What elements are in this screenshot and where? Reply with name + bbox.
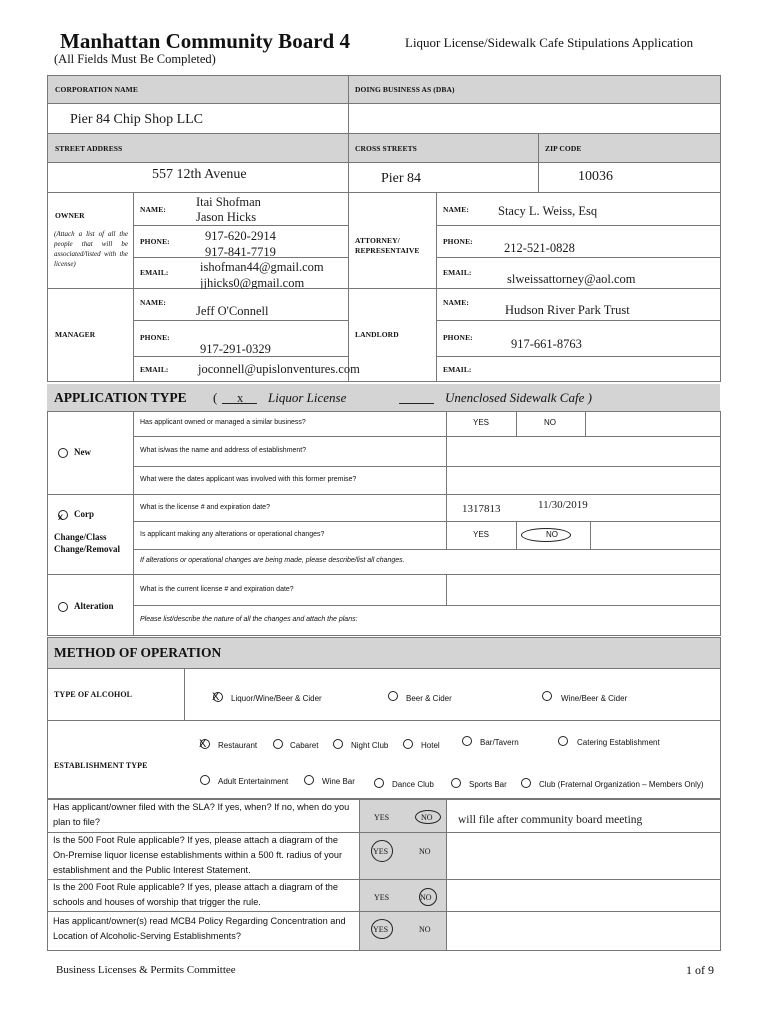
question-current-license: What is the current license # and expiration date?	[140, 586, 294, 593]
landlord-email-label: EMAIL:	[443, 365, 472, 374]
wine-bar-radio[interactable]	[304, 775, 314, 785]
sla-question: Has applicant/owner filed with the SLA? If yes, when? If no, when do you plan to file?	[53, 802, 350, 827]
manager-email-value[interactable]: joconnell@upislonventures.com	[198, 362, 360, 376]
question-name-address: What is/was the name and address of establishment?	[140, 447, 307, 454]
500-foot-no-option[interactable]: NO	[419, 847, 431, 856]
attorney-email-label: EMAIL:	[443, 268, 472, 277]
200-foot-no-option[interactable]: NO	[420, 893, 432, 902]
wine-beer-cider-radio[interactable]	[542, 691, 552, 701]
manager-phone-value[interactable]: 917-291-0329	[200, 342, 271, 356]
question-nature-of-changes: Please list/describe the nature of all the changes and attach the plans:	[140, 616, 358, 623]
attorney-phone-label: PHONE:	[443, 237, 473, 246]
mcb4-yes-option[interactable]: YES	[373, 925, 389, 934]
beer-cider-option[interactable]: Beer & Cider	[406, 694, 452, 703]
liquor-license-label: Liquor License	[268, 390, 347, 405]
adult-entertainment-option[interactable]: Adult Entertainment	[218, 777, 289, 786]
alteration-radio[interactable]	[58, 602, 68, 612]
representative-label: REPRESENTAIVE	[355, 246, 420, 255]
page-number: 1 of 9	[686, 963, 714, 977]
open-paren: (	[213, 390, 218, 405]
owner-email-1[interactable]: ishofman44@gmail.com	[200, 260, 324, 274]
zip-code-label: ZIP CODE	[545, 144, 582, 153]
owned-no-option[interactable]: NO	[544, 418, 556, 427]
owner-note: (Attach a list of all the people that will be associated/listed with the license)	[54, 230, 128, 268]
attorney-name-label: NAME:	[443, 205, 469, 214]
owner-phone-1[interactable]: 917-620-2914	[205, 229, 276, 243]
sports-bar-radio[interactable]	[451, 778, 461, 788]
change-class-label: Change/Class	[54, 532, 107, 542]
restaurant-option[interactable]: Restaurant	[218, 741, 258, 750]
landlord-name-value[interactable]: Hudson River Park Trust	[505, 303, 630, 317]
bar-tavern-option[interactable]: Bar/Tavern	[480, 738, 519, 747]
500-foot-rule-question: Is the 500 Foot Rule applicable? If yes, please attach a diagram of the On-Premise liquor license establishments within a 500 ft. radius of your establishment and the Public Interest Statement.	[53, 835, 343, 875]
catering-option[interactable]: Catering Establishment	[577, 738, 660, 747]
manager-phone-label: PHONE:	[140, 333, 170, 342]
owner-label: OWNER	[55, 211, 85, 220]
owner-name-label: NAME:	[140, 205, 166, 214]
page-title: Manhattan Community Board 4	[60, 29, 350, 53]
wine-bar-option[interactable]: Wine Bar	[322, 777, 355, 786]
manager-name-label: NAME:	[140, 298, 166, 307]
landlord-phone-value[interactable]: 917-661-8763	[511, 337, 582, 351]
page-subtitle: (All Fields Must Be Completed)	[54, 52, 216, 66]
corp-label: Corp	[74, 509, 94, 519]
sidewalk-cafe-blank[interactable]	[399, 403, 434, 404]
change-removal-label: Change/Removal	[54, 544, 120, 554]
wine-beer-cider-option[interactable]: Wine/Beer & Cider	[561, 694, 628, 703]
dba-value[interactable]	[355, 105, 715, 131]
alteration-label: Alteration	[74, 601, 114, 611]
manager-email-label: EMAIL:	[140, 365, 169, 374]
type-of-alcohol-label: TYPE OF ALCOHOL	[54, 690, 133, 699]
bar-tavern-radio[interactable]	[462, 736, 472, 746]
street-address-label: STREET ADDRESS	[55, 144, 123, 153]
method-of-operation-heading: METHOD OF OPERATION	[54, 645, 222, 660]
new-label: New	[74, 447, 91, 457]
night-club-radio[interactable]	[333, 739, 343, 749]
dba-label: DOING BUSINESS AS (DBA)	[355, 85, 455, 94]
landlord-phone-label: PHONE:	[443, 333, 473, 342]
adult-entertainment-radio[interactable]	[200, 775, 210, 785]
license-expiration-value[interactable]: 11/30/2019	[538, 499, 588, 511]
corporation-name-value[interactable]: Pier 84 Chip Shop LLC	[70, 112, 204, 127]
manager-name-value[interactable]: Jeff O'Connell	[196, 304, 269, 318]
question-license-number: What is the license # and expiration date?	[140, 504, 270, 511]
alterations-yes-option[interactable]: YES	[473, 530, 490, 539]
restaurant-mark: X	[199, 738, 207, 750]
liquor-license-mark[interactable]: x	[237, 391, 244, 405]
owner-name-2[interactable]: Jason Hicks	[196, 210, 257, 224]
club-fraternal-option[interactable]: Club (Fraternal Organization – Members Only)	[539, 780, 704, 789]
sla-answer[interactable]: will file after community board meeting	[458, 814, 643, 826]
corp-check-mark: x	[58, 512, 63, 523]
landlord-name-label: NAME:	[443, 298, 469, 307]
dance-club-radio[interactable]	[374, 778, 384, 788]
owned-yes-option[interactable]: YES	[473, 418, 490, 427]
form-name: Liquor License/Sidewalk Cafe Stipulations Application	[405, 35, 694, 50]
cabaret-radio[interactable]	[273, 739, 283, 749]
owner-email-label: EMAIL:	[140, 268, 169, 277]
alterations-no-option[interactable]: NO	[546, 530, 558, 539]
attorney-phone-value[interactable]: 212-521-0828	[504, 241, 575, 255]
hotel-radio[interactable]	[403, 739, 413, 749]
question-owned-similar: Has applicant owned or managed a similar business?	[140, 419, 306, 426]
mcb4-policy-question: Has applicant/owner(s) read MCB4 Policy Regarding Concentration and Location of Alcoholic-Serving Establishments?	[53, 916, 346, 941]
street-address-value[interactable]: 557 12th Avenue	[152, 167, 247, 182]
sidewalk-cafe-label: Unenclosed Sidewalk Cafe )	[445, 390, 592, 405]
owner-email-2[interactable]: jjhicks0@gmail.com	[200, 276, 305, 289]
landlord-label: LANDLORD	[355, 330, 399, 339]
liquor-wine-beer-option[interactable]: Liquor/Wine/Beer & Cider	[231, 694, 322, 703]
question-alterations: Is applicant making any alterations or operational changes?	[140, 531, 325, 538]
license-number-value[interactable]: 1317813	[462, 503, 501, 515]
sla-no-option[interactable]: NO	[421, 813, 433, 822]
owner-name-1[interactable]: Itai Shofman	[196, 195, 261, 209]
liquor-wine-beer-mark: X	[212, 691, 220, 703]
landlord-email-value[interactable]	[500, 360, 715, 378]
cross-streets-label: CROSS STREETS	[355, 144, 417, 153]
beer-cider-radio[interactable]	[388, 691, 398, 701]
attorney-label: ATTORNEY/	[355, 236, 400, 245]
200-foot-rule-question: Is the 200 Foot Rule applicable? If yes, please attach a diagram of the schools and houses of worship that trigger the rule.	[53, 882, 338, 907]
mcb4-no-option[interactable]: NO	[419, 925, 431, 934]
new-radio[interactable]	[58, 448, 68, 458]
manager-label: MANAGER	[55, 330, 96, 339]
cabaret-option[interactable]: Cabaret	[290, 741, 319, 750]
owner-phone-2[interactable]: 917-841-7719	[205, 245, 276, 258]
catering-radio[interactable]	[558, 736, 568, 746]
owner-phone-label: PHONE:	[140, 237, 170, 246]
establishment-type-label: ESTABLISHMENT TYPE	[54, 761, 148, 770]
question-dates: What were the dates applicant was involved with this former premise?	[140, 476, 357, 483]
500-foot-yes-option[interactable]: YES	[373, 847, 389, 856]
zip-code-value[interactable]: 10036	[578, 169, 613, 184]
club-fraternal-radio[interactable]	[521, 778, 531, 788]
cross-streets-value[interactable]: Pier 84	[381, 171, 422, 186]
corporation-name-label: CORPORATION NAME	[55, 85, 138, 94]
application-type-heading: APPLICATION TYPE	[54, 390, 187, 405]
describe-changes-note: If alterations or operational changes are being made, please describe/list all changes.	[140, 557, 405, 564]
attorney-email-value[interactable]: slweissattorney@aol.com	[507, 272, 636, 286]
hotel-option[interactable]: Hotel	[421, 741, 440, 750]
200-foot-yes-option[interactable]: YES	[374, 893, 390, 902]
night-club-option[interactable]: Night Club	[351, 741, 389, 750]
sports-bar-option[interactable]: Sports Bar	[469, 780, 507, 789]
dance-club-option[interactable]: Dance Club	[392, 780, 434, 789]
sla-yes-option[interactable]: YES	[374, 813, 390, 822]
footer-committee: Business Licenses & Permits Committee	[56, 964, 236, 976]
attorney-name-value[interactable]: Stacy L. Weiss, Esq	[498, 204, 598, 218]
